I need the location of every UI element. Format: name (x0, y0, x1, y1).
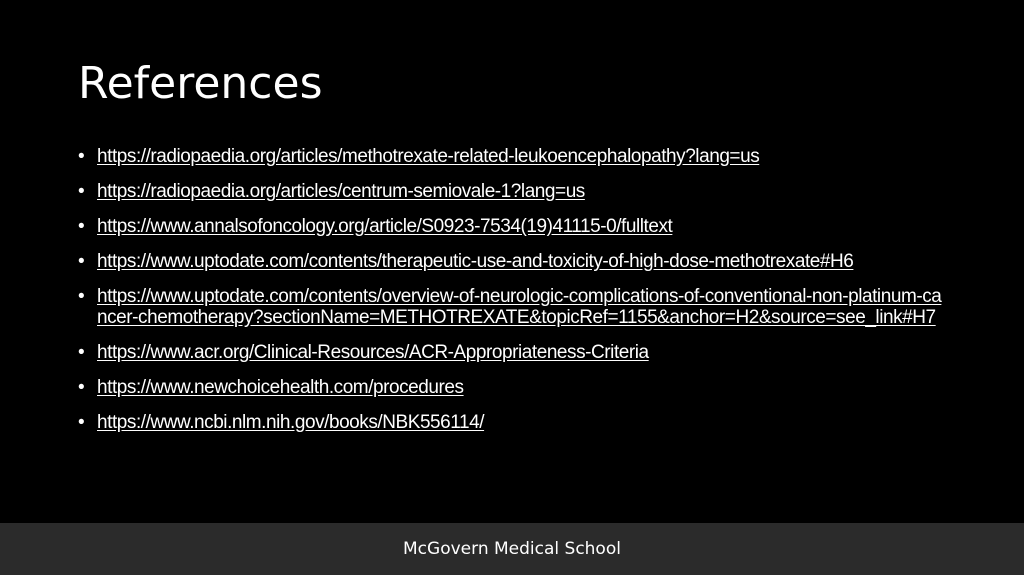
list-item (78, 412, 948, 433)
reference-link-8[interactable]: https://www.ncbi.nlm.nih.gov/books/NBK556114/ (97, 412, 485, 433)
footer-text: McGovern Medical School (403, 539, 621, 559)
reference-list (78, 146, 948, 447)
reference-link-7[interactable]: https://www.newchoicehealth.com/procedures (97, 377, 464, 398)
reference-link-2[interactable]: https://radiopaedia.org/articles/centrum-semiovale-1?lang=us (97, 181, 585, 202)
reference-link-3[interactable]: https://www.annalsofoncology.org/article/S0923-7534(19)41115-0/fulltext (97, 216, 673, 237)
list-item (78, 286, 948, 328)
bullet-icon: • (78, 286, 85, 307)
bullet-icon: • (78, 412, 85, 433)
bullet-icon: • (78, 251, 85, 272)
list-item (78, 251, 948, 272)
list-item (78, 377, 948, 398)
reference-link-1[interactable]: https://radiopaedia.org/articles/methotrexate-related-leukoencephalopathy?lang=us (97, 146, 760, 167)
list-item (78, 216, 948, 237)
reference-link-5[interactable]: https://www.uptodate.com/contents/overview-of-neurologic-complications-of-conventional-non-platinum-cancer-chemotherapy?sectionName=METHOTREXATE&topicRef=1155&anchor=H2&source=see_link#H7 (97, 286, 942, 328)
bullet-icon: • (78, 216, 85, 237)
reference-link-6[interactable]: https://www.acr.org/Clinical-Resources/ACR-Appropriateness-Criteria (97, 342, 649, 363)
bullet-icon: • (78, 181, 85, 202)
list-item (78, 342, 948, 363)
bullet-icon: • (78, 146, 85, 167)
slide-title: References (78, 58, 323, 109)
list-item (78, 146, 948, 167)
bullet-icon: • (78, 377, 85, 398)
list-item (78, 181, 948, 202)
bullet-icon: • (78, 342, 85, 363)
slide-footer (0, 523, 1024, 575)
reference-link-4[interactable]: https://www.uptodate.com/contents/therapeutic-use-and-toxicity-of-high-dose-methotrexate#H6 (97, 251, 854, 272)
